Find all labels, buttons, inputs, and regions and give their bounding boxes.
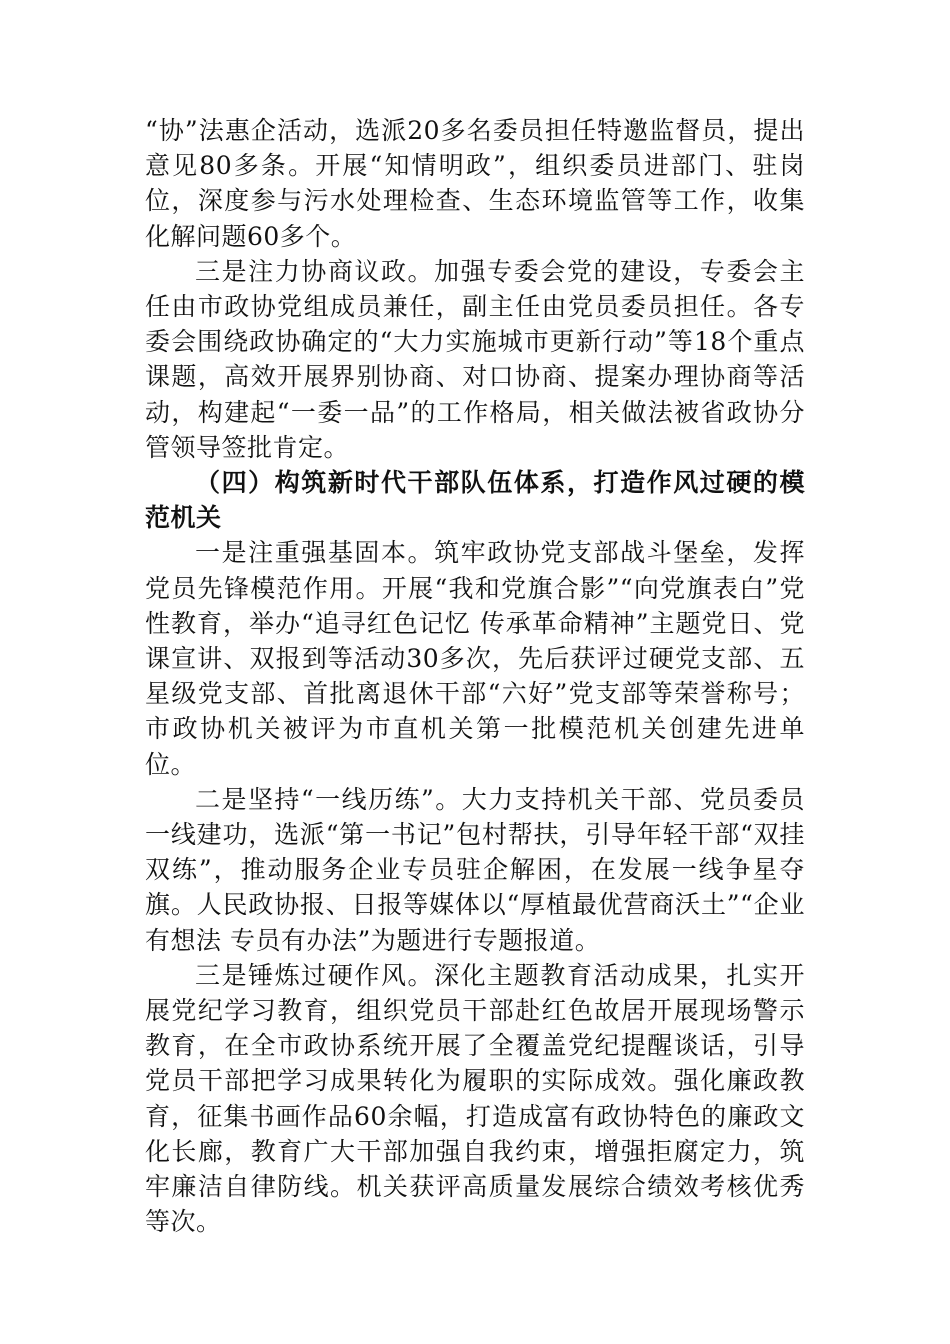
paragraph-foundation: 一是注重强基固本。筑牢政协党支部战斗堡垒，发挥党员先锋模范作用。开展“我和党旗合影”“向党旗表白”党性教育，举办“追寻红色记忆 传承革命精神”主题党日、党课宣讲、双报到等活动30多次，先后获评过硬党支部、五星级党支部、首批离退休干部“六好”党支部等荣誉称号；市政协机关被评为市直机关第一批模范机关创建先进单位。	[145, 538, 805, 779]
paragraph-continuation: “协”法惠企活动，选派20多名委员担任特邀监督员，提出意见80多条。开展“知情明政”，组织委员进部门、驻岗位，深度参与污水处理检查、生态环境监管等工作，收集化解问题60多个。	[145, 116, 805, 251]
document-body	[145, 113, 805, 1240]
section-heading-four: （四）构筑新时代干部队伍体系，打造作风过硬的模范机关	[145, 468, 805, 533]
paragraph-consultation: 三是注力协商议政。加强专委会党的建设，专委会主任由市政协党组成员兼任，副主任由党员委员担任。各专委会围绕政协确定的“大力实施城市更新行动”等18个重点课题，高效开展界别协商、对口协商、提案办理协商等活动，构建起“一委一品”的工作格局，相关做法被省政协分管领导签批肯定。	[145, 256, 805, 462]
paragraph-frontline: 二是坚持“一线历练”。大力支持机关干部、党员委员一线建功，选派“第一书记”包村帮扶，引导年轻干部“双挂双练”，推动服务企业专员驻企解困，在发展一线争星夺旗。人民政协报、日报等媒体以“厚植最优营商沃土”“企业有想法 专员有办法”为题进行专题报道。	[145, 784, 805, 955]
paragraph-style: 三是锤炼过硬作风。深化主题教育活动成果，扎实开展党纪学习教育，组织党员干部赴红色故居开展现场警示教育，在全市政协系统开展了全覆盖党纪提醒谈话，引导党员干部把学习成果转化为履职的实际成效。强化廉政教育，征集书画作品60余幅，打造成富有政协特色的廉政文化长廊，教育广大干部加强自我约束，增强拒腐定力，筑牢廉洁自律防线。机关获评高质量发展综合绩效考核优秀等次。	[145, 960, 805, 1237]
